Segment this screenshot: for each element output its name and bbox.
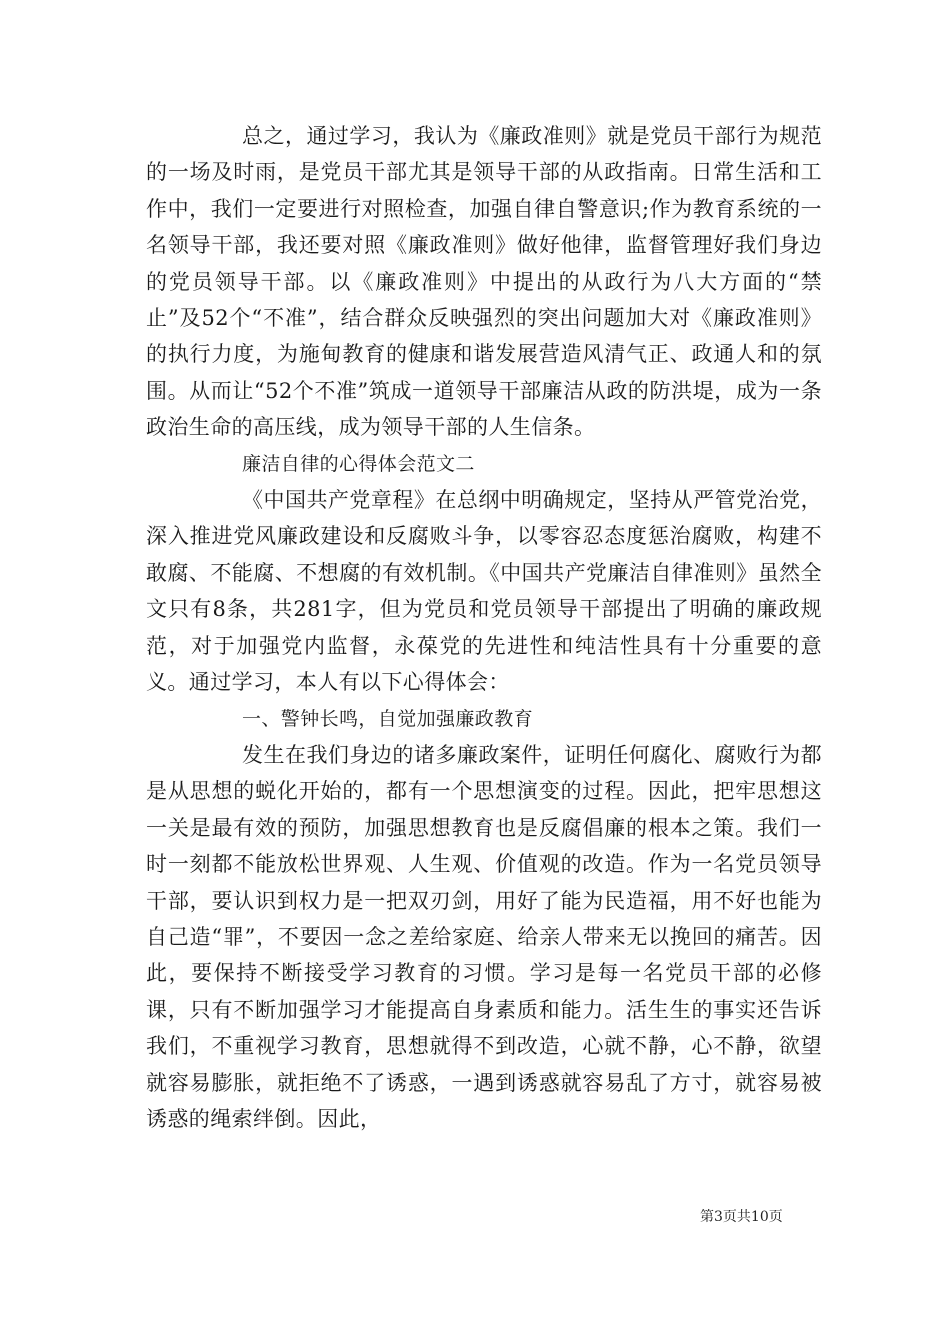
- paragraph-party-constitution: 《中国共产党章程》在总纲中明确规定，坚持从严管党治党，深入推进党风廉政建设和反腐败斗争，以零容忍态度惩治腐败，构建不敢腐、不能腐、不想腐的有效机制。《中国共产党廉洁自律准则》虽然全文只有8条，共281字，但为党员和党员领导干部提出了明确的廉政规范，对于加强党内监督，永葆党的先进性和纯洁性具有十分重要的意义。通过学习，本人有以下心得体会：: [146, 488, 822, 695]
- paragraph-ideological-education: 发生在我们身边的诸多廉政案件，证明任何腐化、腐败行为都是从思想的蜕化开始的，都有一个思想演变的过程。因此，把牢思想这一关是最有效的预防，加强思想教育也是反腐倡廉的根本之策。我们一时一刻都不能放松世界观、人生观、价值观的改造。作为一名党员领导干部，要认识到权力是一把双刃剑，用好了能为民造福，用不好也能为自己造“罪”，不要因一念之差给家庭、给亲人带来无以挽回的痛苦。因此，要保持不断接受学习教育的习惯。学习是每一名党员干部的必修课，只有不断加强学习才能提高自身素质和能力。活生生的事实还告诉我们，不重视学习教育，思想就得不到改造，心就不静，心不静，欲望就容易膨胀，就拒绝不了诱惑，一遇到诱惑就容易乱了方寸，就容易被诱惑的绳索绊倒。因此，: [146, 742, 822, 1131]
- section-title-sample-two: 廉洁自律的心得体会范文二: [242, 452, 475, 475]
- paragraph-conclusion: 总之，通过学习，我认为《廉政准则》就是党员干部行为规范的一场及时雨，是党员干部尤其是领导干部的从政指南。日常生活和工作中，我们一定要进行对照检查，加强自律自警意识;作为教育系统的一名领导干部，我还要对照《廉政准则》做好他律，监督管理好我们身边的党员领导干部。以《廉政准则》中提出的从政行为八大方面的“禁止”及52个“不准”，结合群众反映强烈的突出问题加大对《廉政准则》的执行力度，为施甸教育的健康和谐发展营造风清气正、政通人和的氛围。从而让“52个不准”筑成一道领导干部廉洁从政的防洪堤，成为一条政治生命的高压线，成为领导干部的人生信条。: [146, 124, 822, 440]
- page-number-footer: 第3页共10页: [700, 1209, 783, 1225]
- document-body: [146, 118, 822, 1137]
- subheading-point-one: 一、警钟长鸣，自觉加强廉政教育: [242, 707, 534, 730]
